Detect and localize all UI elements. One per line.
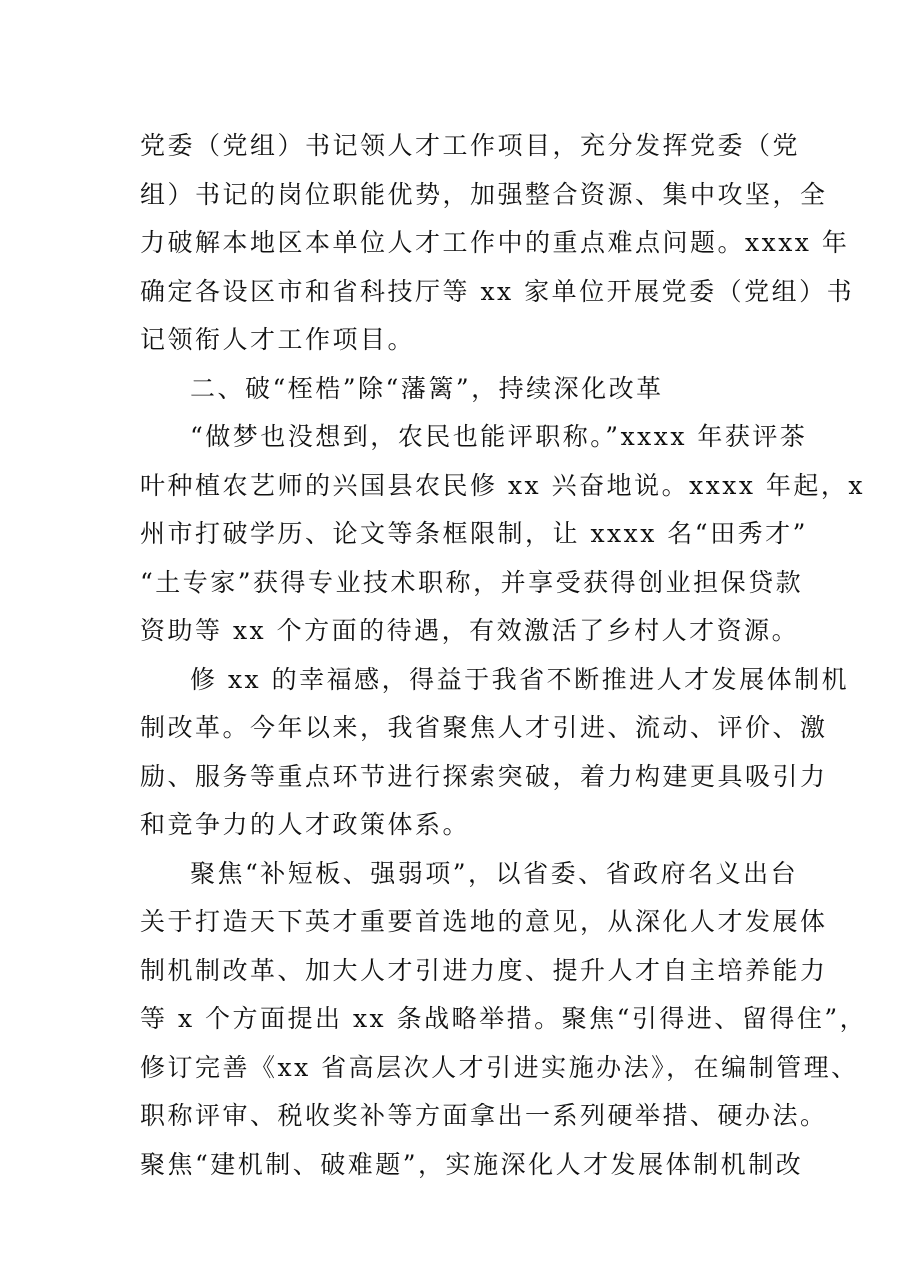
- paragraph-line: 励、服务等重点环节进行探索突破，着力构建更具吸引力: [140, 761, 828, 791]
- paragraph-line: 关于打造天下英才重要首选地的意见，从深化人才发展体: [140, 907, 828, 936]
- paragraph-line: 资助等 xx 个方面的待遇，有效激活了乡村人才资源。: [140, 616, 800, 645]
- paragraph-line: 和竞争力的人才政策体系。: [140, 810, 471, 839]
- paragraph-line: 叶种植农艺师的兴国县农民修 xx 兴奋地说。xxxx 年起，x: [140, 470, 866, 500]
- paragraph-line: 聚焦“建机制、破难题”，实施深化人才发展体制机制改: [140, 1149, 804, 1179]
- paragraph-line: 记领衔人才工作项目。: [140, 325, 416, 354]
- section-heading: 二、破“桎梏”除“藩篱”，持续深化改革: [190, 373, 664, 403]
- paragraph-line: 等 x 个方面提出 xx 条战略举措。聚焦“引得进、留得住”，: [140, 1004, 868, 1033]
- paragraph-line: 职称评审、税收奖补等方面拿出一系列硬举措、硬办法。: [140, 1101, 828, 1130]
- paragraph-line: 聚焦“补短板、强弱项”，以省委、省政府名义出台: [190, 858, 799, 888]
- paragraph-line: “做梦也没想到，农民也能评职称。”xxxx 年获评茶: [190, 422, 808, 451]
- paragraph-line: 修订完善《xx 省高层次人才引进实施办法》，在编制管理、: [140, 1052, 859, 1082]
- paragraph-line: 州市打破学历、论文等条框限制，让 xxxx 名“田秀才”: [140, 519, 808, 548]
- document-body: [140, 122, 868, 1189]
- paragraph-line: “土专家”获得专业技术职称，并享受获得创业担保贷款: [140, 567, 804, 597]
- paragraph-line: 组）书记的岗位职能优势，加强整合资源、集中攻坚，全: [140, 179, 828, 209]
- paragraph-line: 制改革。今年以来，我省聚焦人才引进、流动、评价、激: [140, 713, 828, 742]
- paragraph-line: 力破解本地区本单位人才工作中的重点难点问题。xxxx 年: [140, 228, 850, 257]
- paragraph-line: 确定各设区市和省科技厅等 xx 家单位开展党委（党组）书: [140, 276, 855, 306]
- paragraph-line: 党委（党组）书记领人才工作项目，充分发挥党委（党: [140, 131, 801, 160]
- paragraph-line: 修 xx 的幸福感，得益于我省不断推进人才发展体制机: [190, 664, 850, 694]
- paragraph-line: 制机制改革、加大人才引进力度、提升人才自主培养能力: [140, 955, 828, 985]
